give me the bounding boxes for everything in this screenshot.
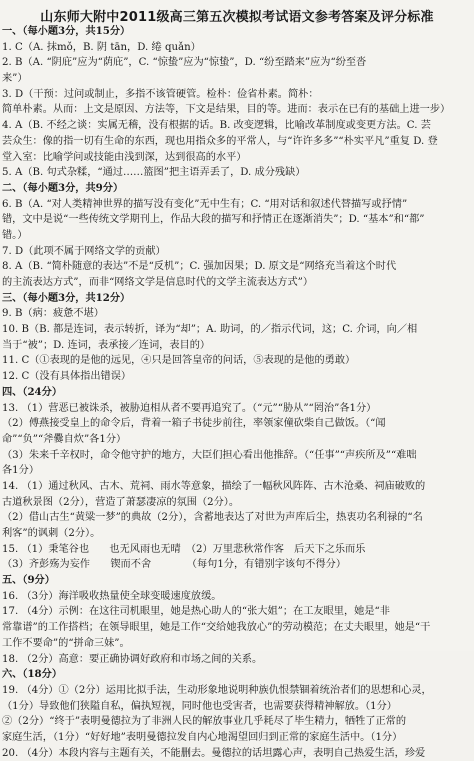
- answer-line: 古道秋景图（2分），营造了萧瑟凄凉的氛围（2分）。: [2, 496, 240, 508]
- answer-line: （3）朱来千辛权时，命令他守护的地方，大臣们担心看出他推辞。（“任事”“声疾所及”“难咄: [2, 449, 417, 461]
- answer-body: [0, 24, 474, 761]
- answer-line: 13. （1）营恶已被诛杀，被胁迫相从者不要再追究了。（“元”“胁从”“罔治”各1分）: [2, 402, 377, 414]
- answer-line: （2）借山古生“黄粱一梦”的典故（2分），含蓄地表达了对世为声库后尘，热衷功名利禄的“名: [2, 512, 423, 524]
- answer-line: ②（2分）“终于”表明曼德拉为了非洲人民的解放事业几乎耗尽了毕生精力，牺牲了正常的: [2, 716, 407, 728]
- section-heading: 六、（18分）: [2, 668, 63, 681]
- answer-line: （2）傅燕接受皇上的命令后，背着一箱子书徒步前往，率领家僮砍柴自己做饭。（“闻: [2, 418, 386, 430]
- section-heading: 四、（24分）: [2, 385, 63, 398]
- section-heading: 五、（9分）: [2, 574, 55, 587]
- answer-line: 的主流表达方式”，而非“网络文学是信息时代的文学主流表达方式”）: [2, 277, 314, 288]
- answer-line: （3）齐彭殇为妄作 锲而不舍 （每句1分，有错别字该句不得分）: [2, 559, 347, 571]
- answer-line: 17. （4分）示例：在这往司机眼里，她是热心助人的“张大姐”；在工友眼里，她是“非: [2, 606, 390, 618]
- answer-line: 命”“负”“斧爨自炊”各1分）: [2, 433, 127, 445]
- answer-line: 4. A（B. 不经之谈：实属无稽，没有根据的话。B. 改变逻辑，比喻改革制度或变更方法。C. 芸: [2, 120, 431, 132]
- answer-line: 12. C（没有具体指出错误）: [2, 371, 132, 383]
- answer-line: 来”）: [2, 73, 28, 85]
- answer-line: 常靠谱”的工作搭档；在领导眼里，她是工作“交给她我放心”的劳动模范；在丈夫眼里，她是“干: [2, 622, 431, 634]
- answer-line: 18. （2分）高意：要正确协调好政府和市场之间的关系。: [2, 653, 263, 665]
- answer-line: 3. D（干预：过问或制止，多指不该管硬管。检朴：俭省朴素。简朴：: [2, 88, 319, 100]
- answer-line: 利客”的讽刺（2分）。: [2, 528, 101, 539]
- answer-line: 家庭生活，（1分）“好好地”表明曼德拉发自内心地渴望回归到正常的家庭生活中。（1分）: [2, 731, 403, 743]
- answer-line: 14. （1）通过秋风、古木、荒祠、雨水等意象，描绘了一幅秋风阵阵、古木沧桑、祠庙破败的: [2, 480, 426, 492]
- answer-line: （1分）导致他们狭隘自私，偏执短视，同时他也受害者，也需要获得精神解放。（1分）: [2, 700, 397, 712]
- answer-line: 芸众生：像的指一切有生命的东西，现也用指众多的平常人，与“许许多多”“朴实平凡”重复 D. 登: [2, 135, 438, 147]
- answer-line: 堂入室：比喻学问或技能由浅到深，达到很高的水平）: [2, 151, 247, 163]
- answer-line: 1. C（A. 抹mǒ，B. 阴 tān，D. 绻 quǎn）: [2, 41, 201, 53]
- answer-line: 简单朴素。从而：上文是原因、方法等，下文是结果，目的等。进而：表示在已有的基础上进一步）: [2, 104, 451, 116]
- section-heading: 三、（每小题3分，共12分）: [2, 291, 131, 304]
- document-title: 山东师大附中2011级高三第五次模拟考试语文参考答案及评分标准: [40, 10, 434, 25]
- answer-line: 工作不要命”的“拼命三妹”。: [2, 637, 130, 649]
- answer-line: 当于“被”；D. 连词，表承接／连词，表目的）: [2, 339, 211, 351]
- answer-line: 错，文中是说“一些传统文学期刊上，作品大段的描写和抒情正在逐渐消失”；D. “基本”和“都”: [2, 214, 425, 226]
- answer-line: 8. A（B. “简朴随意的表达”不是“反机”；C. 强加因果；D. 原文是“网络充当着这个时代: [2, 261, 397, 273]
- answer-line: 16. （3分）海洋吸收热量使全球变暖速度放缓。: [2, 590, 222, 602]
- answer-line: 7. D（此项不属于网络文学的贡献）: [2, 245, 166, 257]
- answer-line: 6. B（A. “对人类精神世界的描写没有变化”无中生有；C. “用对话和叙述代替描写或抒情”: [2, 198, 408, 210]
- answer-line: 各1分）: [2, 465, 40, 477]
- answer-line: 错。）: [2, 229, 28, 241]
- section-heading: 一、（每小题3分，共15分）: [2, 25, 131, 37]
- answer-line: 5. A（B. 句式杂糅，“通过……篮图”把主语弄丢了，D. 成分残缺）: [2, 167, 306, 179]
- answer-line: 11. C（①表现的是他的远见，④只是回答皇帝的问话，⑤表现的是他的勇敢）: [2, 355, 356, 367]
- section-heading: 二、（每小题3分，共9分）: [2, 181, 124, 194]
- answer-line: 10. B（B. 都是连词，表示转折，译为“却”；A. 助词，的／指示代词，这；C. 介词，向／相: [2, 324, 418, 336]
- answer-line: 15. （1）秉笔谷也 也无风雨也无晴 （2）万里悲秋常作客 后天下之乐而乐: [2, 543, 366, 555]
- answer-line: 19. （4分）①（2分）运用比拟手法，生动形象地说明种族仇恨禁锢着统治者们的思想和心灵，: [2, 684, 432, 696]
- answer-line: 9. B（病：疲惫不堪）: [2, 308, 104, 320]
- answer-line: 2. B（A. “阴庇”应为“荫庇”，C. “惊蛰”应为“惊蛰”，D. “纷至踏来”应为“纷至沓: [2, 57, 367, 69]
- answer-line: 20. （4分）本段内容与主题有关，不能删去。曼德拉的话坦露心声，表明自己热爱生活，珍爱: [2, 747, 426, 759]
